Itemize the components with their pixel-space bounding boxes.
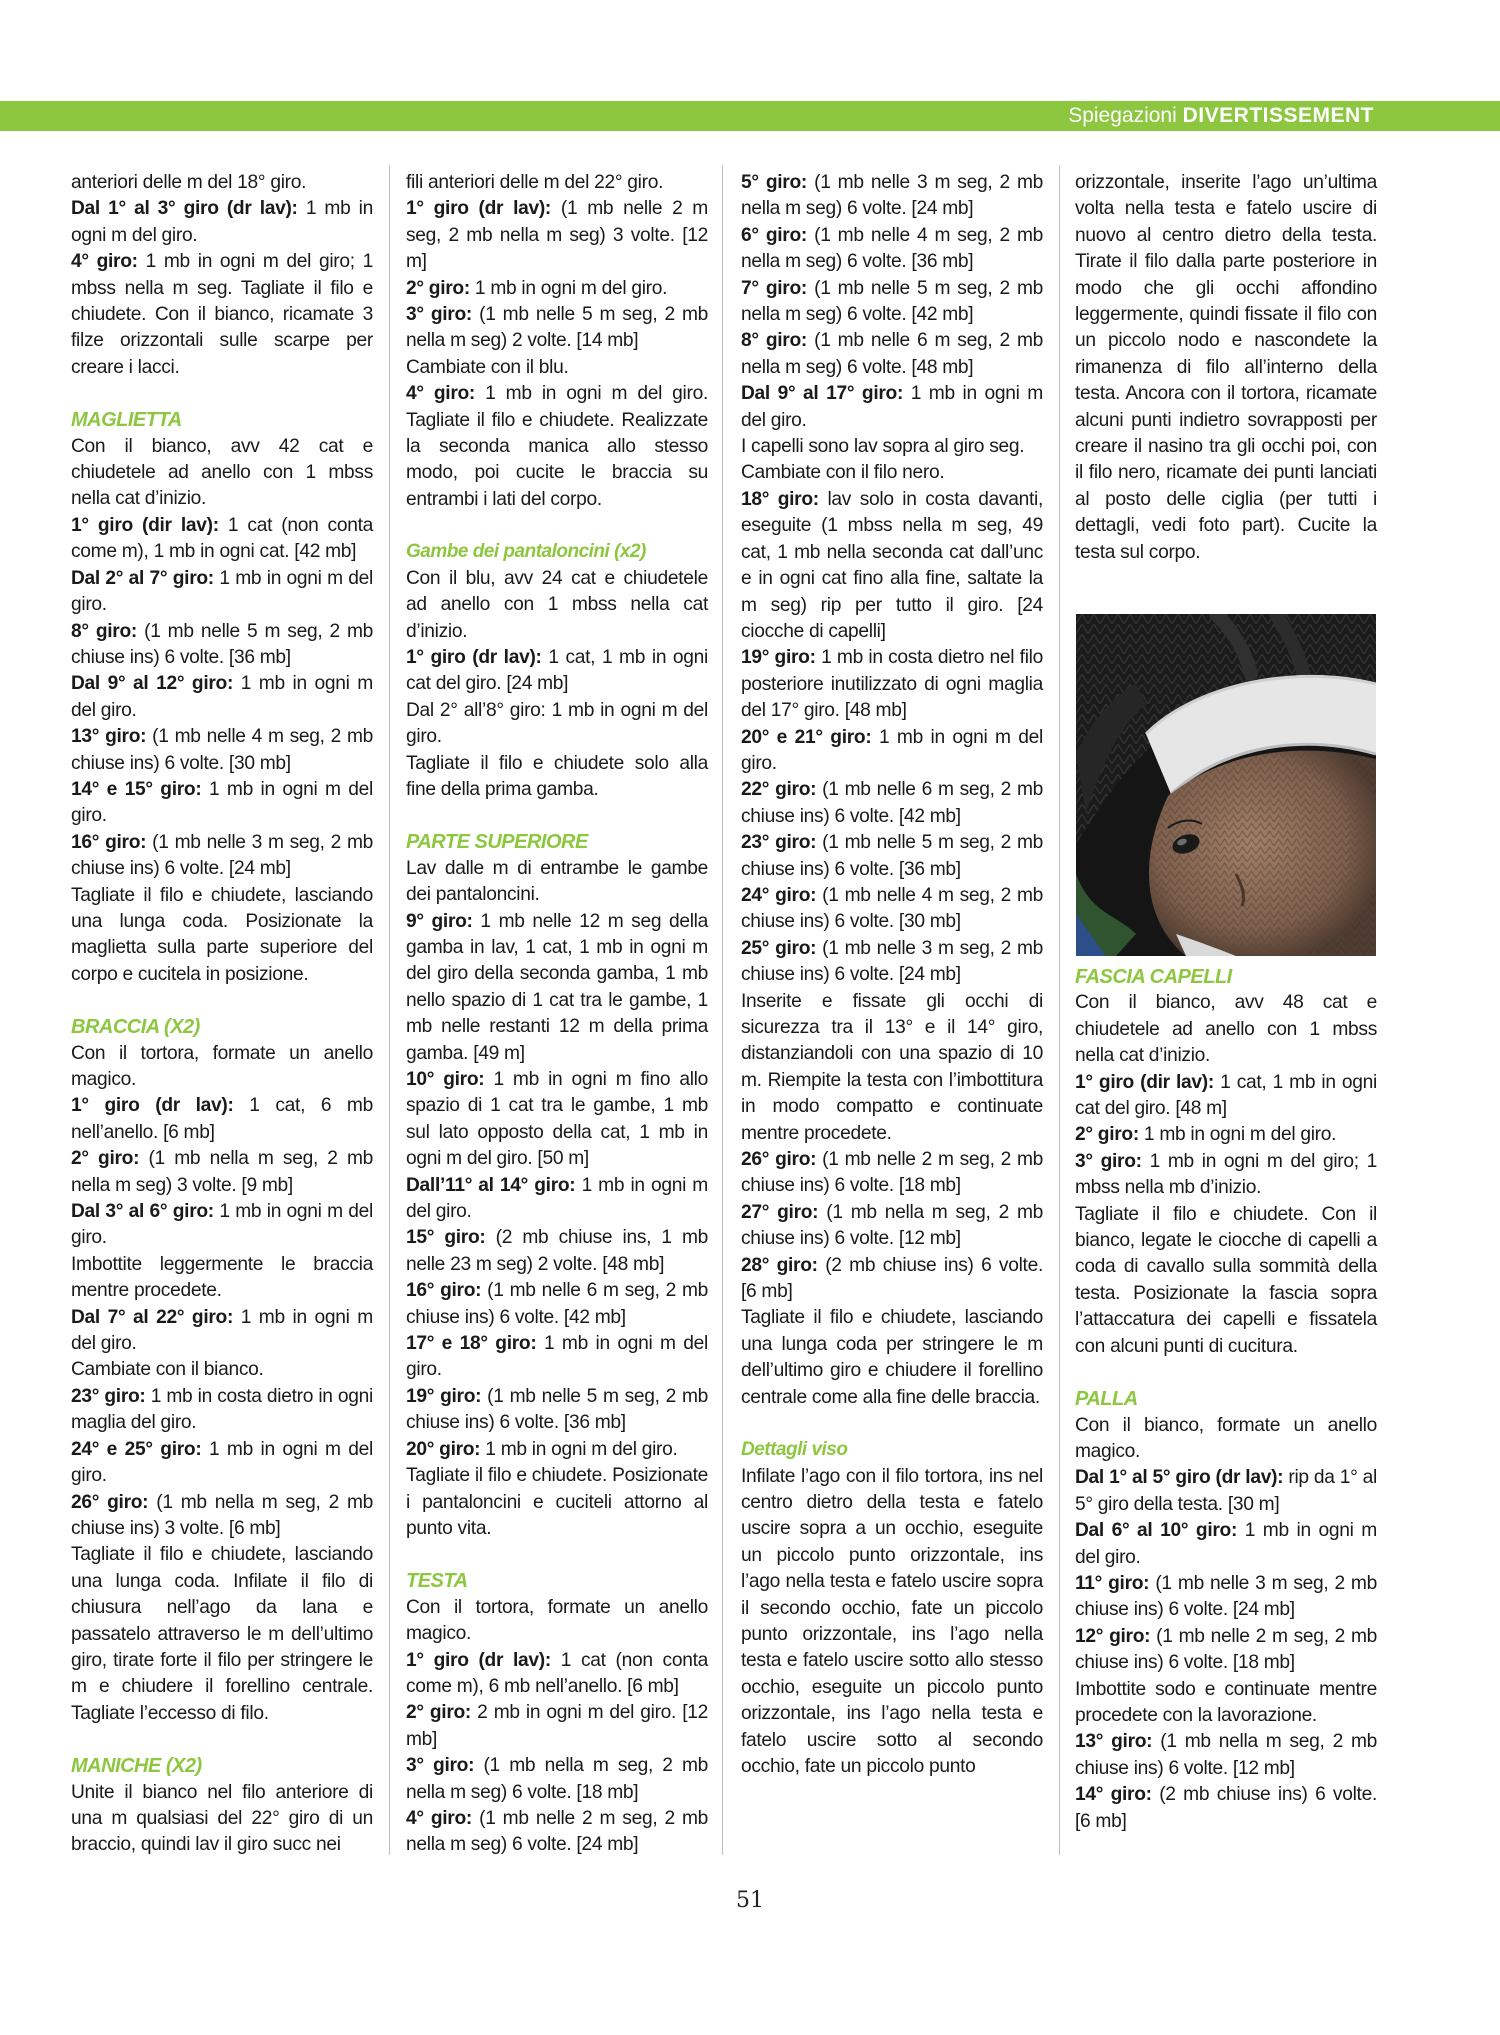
paragraph xyxy=(406,1700,708,1753)
paragraph xyxy=(71,1437,373,1490)
paragraph xyxy=(71,1305,373,1358)
instruction-text: 1 mb in ogni m del giro; 1 mbss nella m seg. Tagliate il filo e chiudete. Con il bianco, ricamate 3 filze orizzontali sulle scarpe per creare i lacci. xyxy=(71,251,374,378)
paragraph xyxy=(741,645,1043,724)
section-heading: PALLA xyxy=(1075,1388,1138,1411)
paragraph xyxy=(1075,1729,1377,1782)
paragraph xyxy=(406,196,708,275)
instruction-text: (1 mb nelle 2 m seg, 2 mb chiuse ins) 6 volte. [18 mb] xyxy=(741,1149,1043,1197)
instruction-text: fili anteriori delle m del 22° giro. xyxy=(406,172,664,193)
column-divider xyxy=(722,165,723,1855)
paragraph xyxy=(406,170,708,196)
instruction-label: 6° giro: xyxy=(741,224,807,246)
instruction-label: 23° giro: xyxy=(71,1385,146,1407)
instruction-text: Tagliate il filo e chiudete, lasciando una lunga coda per stringere le m dell’ultimo giro e chiudere il forellino centrale come alla fine delle braccia. xyxy=(741,1307,1043,1408)
instruction-text: I capelli sono lav sopra al giro seg. xyxy=(741,436,1025,458)
instruction-label: Dal 7° al 22° giro: xyxy=(71,1306,234,1328)
paragraph xyxy=(406,1806,708,1859)
paragraph xyxy=(406,566,708,645)
instruction-text: (1 mb nelle 4 m seg, 2 mb chiuse ins) 6 volte. [30 mb] xyxy=(741,884,1043,933)
paragraph xyxy=(741,328,1043,381)
paragraph xyxy=(741,1464,1043,1781)
instruction-label: 16° giro: xyxy=(71,831,147,853)
paragraph xyxy=(741,1147,1043,1200)
paragraph xyxy=(1075,1070,1377,1123)
instruction-label: Dal 3° al 6° giro: xyxy=(71,1201,214,1223)
instruction-label: 26° giro: xyxy=(71,1491,149,1513)
instruction-text: (2 mb chiuse ins) 6 volte. [6 mb] xyxy=(741,1254,1043,1303)
instruction-label: 1° giro (dr lav): xyxy=(406,646,542,668)
paragraph xyxy=(1075,1518,1377,1571)
paragraph xyxy=(406,1648,708,1701)
paragraph xyxy=(741,777,1043,830)
instruction-label: 10° giro: xyxy=(406,1069,485,1090)
instruction-label: 19° giro: xyxy=(406,1385,482,1407)
instruction-text: Cambiate con il filo nero. xyxy=(741,462,945,484)
instruction-label: 22° giro: xyxy=(741,779,817,801)
instruction-label: 1° giro (dr lav): xyxy=(406,198,552,220)
instruction-text: 1 mb in ogni m del giro. xyxy=(1075,1520,1377,1568)
column-divider xyxy=(1059,165,1060,1855)
instruction-text: 1 mb in ogni m del giro. xyxy=(469,277,668,299)
instruction-label: 2° giro: xyxy=(1075,1124,1139,1146)
instruction-text: 1 mb in ogni m del giro. xyxy=(741,383,1043,431)
paragraph xyxy=(406,1067,708,1173)
instruction-text: 1 mb in costa dietro nel filo posteriore inutilizzato di ogni maglia del 17° giro. [48 mb] xyxy=(741,647,1043,722)
paragraph xyxy=(71,1357,373,1383)
paragraph xyxy=(406,1331,708,1384)
instruction-text: 1 mb in ogni m del giro. xyxy=(406,1174,708,1223)
section-heading: MAGLIETTA xyxy=(71,409,182,432)
instruction-text: (2 mb chiuse ins, 1 mb nelle 23 m seg) 2 volte. [48 mb] xyxy=(406,1227,709,1275)
instruction-label: 16° giro: xyxy=(406,1280,482,1302)
paragraph xyxy=(741,1305,1043,1411)
paragraph xyxy=(71,1384,373,1437)
paragraph xyxy=(1075,1202,1377,1360)
instruction-text: 1 mb in ogni m del giro. xyxy=(71,567,373,616)
instruction-label: Dal 1° al 5° giro (dr lav): xyxy=(1075,1467,1284,1489)
instruction-label: 19° giro: xyxy=(741,647,816,669)
paragraph xyxy=(406,1225,708,1278)
instruction-label: 1° giro (dr lav): xyxy=(406,1649,551,1671)
text-column-2 xyxy=(406,170,708,1859)
instruction-text: (1 mb nelle 5 m seg, 2 mb chiuse ins) 6 volte. [36 mb] xyxy=(406,1385,708,1434)
instruction-label: 24° e 25° giro: xyxy=(71,1438,202,1460)
instruction-label: 13° giro: xyxy=(1075,1731,1153,1753)
instruction-label: 8° giro: xyxy=(71,620,137,642)
paragraph xyxy=(406,1753,708,1806)
paragraph xyxy=(406,645,708,698)
instruction-label: 25° giro: xyxy=(741,937,817,959)
instruction-text: 1 mb in ogni m del giro. xyxy=(71,1306,373,1355)
instruction-label: 7° giro: xyxy=(741,277,807,299)
instruction-label: 28° giro: xyxy=(741,1254,818,1276)
instruction-label: 27° giro: xyxy=(741,1201,819,1223)
paragraph xyxy=(71,1252,373,1305)
instruction-text: 1 mb in ogni m del giro. xyxy=(71,1201,373,1249)
instruction-label: Dall’11° al 14° giro: xyxy=(406,1174,576,1196)
instruction-label: 9° giro: xyxy=(406,910,473,932)
paragraph xyxy=(406,909,708,1067)
paragraph xyxy=(71,1542,373,1727)
paragraph xyxy=(71,196,373,249)
paragraph xyxy=(1075,1465,1377,1518)
instruction-text: (1 mb nelle 5 m seg, 2 mb nella m seg) 2 volte. [14 mb] xyxy=(406,304,709,352)
instruction-text: 1 mb in ogni m fino allo spazio di 1 cat tra le gambe, 1 mb sul lato opposto della cat, 1 mb in ogni m del giro. [50 m] xyxy=(406,1069,709,1170)
instruction-text: anteriori delle m del 18° giro. xyxy=(71,172,307,193)
paragraph xyxy=(741,989,1043,1147)
instruction-text: (2 mb chiuse ins) 6 volte. [6 mb] xyxy=(1075,1784,1377,1832)
paragraph xyxy=(741,460,1043,486)
instruction-text: (1 mb nella m seg, 2 mb chiuse ins) 6 volte. [12 mb] xyxy=(1075,1731,1377,1779)
instruction-text: (1 mb nella m seg, 2 mb nella m seg) 6 volte. [18 mb] xyxy=(406,1755,708,1803)
instruction-text: Tagliate il filo e chiudete, lasciando una lunga coda. Infilate il filo di chiusura nell’ago da lana e passatelo attraverso le m dell’ultimo giro, tirate forte il filo per stringere le m e chiudere il forellino centrale. Tagliate l’eccesso di filo. xyxy=(71,1544,373,1724)
page-header xyxy=(1068,101,1374,131)
instruction-text: (1 mb nelle 3 m seg, 2 mb nella m seg) 6 volte. [24 mb] xyxy=(741,172,1044,220)
instruction-label: Dal 1° al 3° giro (dr lav): xyxy=(71,198,298,220)
instruction-text: Lav dalle m di entrambe le gambe dei pantaloncini. xyxy=(406,857,708,906)
instruction-text: Tagliate il filo e chiudete solo alla fine della prima gamba. xyxy=(406,752,708,800)
instruction-text: (1 mb nelle 4 m seg, 2 mb chiuse ins) 6 volte. [30 mb] xyxy=(71,726,373,774)
instruction-text: Tagliate il filo e chiudete. Posizionate i pantaloncini e cuciteli attorno al punto vita. xyxy=(406,1465,708,1539)
instruction-text: 1 cat (non conta come m), 1 mb in ogni cat. [42 mb] xyxy=(71,514,373,563)
section-heading: Gambe dei pantaloncini (x2) xyxy=(406,541,646,563)
instruction-text: 1 mb in ogni m del giro. xyxy=(1138,1124,1337,1146)
instruction-text: Cambiate con il blu. xyxy=(406,356,569,378)
paragraph xyxy=(406,276,708,302)
instruction-text: 1 mb in ogni m del giro. xyxy=(71,1438,373,1487)
instruction-text: lav solo in costa davanti, eseguite (1 mbss nella m seg, 49 cat, 1 mb nella seconda cat dall’unc e in ogni cat fino alla fine, saltate la m seg) rip per tutto il giro. [24 ciocche di capelli] xyxy=(741,488,1044,642)
instruction-text: (1 mb nelle 3 m seg, 2 mb chiuse ins) 6 volte. [24 mb] xyxy=(1075,1572,1377,1621)
instruction-text: 1 mb in ogni m del giro; 1 mbss nella mb d’inizio. xyxy=(1075,1150,1378,1199)
paragraph xyxy=(71,513,373,566)
section-heading: Dettagli viso xyxy=(741,1439,848,1461)
instruction-text: 1 mb in costa dietro in ogni maglia del giro. xyxy=(71,1385,373,1434)
paragraph xyxy=(1075,990,1377,1069)
instruction-text: Infilate l’ago con il filo tortora, ins nel centro dietro della testa e fatelo uscire sopra a un occhio, eseguite un piccolo punto orizzontale, ins l’ago nella testa e fatelo uscire sopra il secondo occhio, fate un piccolo punto orizzontale, ins l’ago nella testa e fatelo uscire sotto allo stesso occhio, eseguite un piccolo punto orizzontale, ins l’ago nella testa e fatelo uscire sotto al secondo occhio, fate un piccolo punto xyxy=(741,1465,1043,1777)
paragraph xyxy=(741,1253,1043,1306)
instruction-label: Dal 2° al 7° giro: xyxy=(71,567,214,589)
instruction-label: 24° giro: xyxy=(741,884,817,906)
instruction-label: 3° giro: xyxy=(406,1755,475,1777)
instruction-text: Con il tortora, formate un anello magico. xyxy=(406,1596,708,1645)
paragraph xyxy=(406,381,708,513)
instruction-label: 26° giro: xyxy=(741,1149,817,1171)
instruction-label: 12° giro: xyxy=(1075,1625,1151,1647)
instruction-label: 23° giro: xyxy=(741,832,817,854)
instruction-text: 1 cat (non conta come m), 6 mb nell’anello. [6 mb] xyxy=(406,1649,708,1697)
paragraph xyxy=(71,434,373,513)
instruction-label: 17° e 18° giro: xyxy=(406,1333,537,1355)
paragraph xyxy=(406,355,708,381)
header-section: Spiegazioni xyxy=(1068,104,1177,127)
instruction-text: 2 mb in ogni m del giro. [12 mb] xyxy=(406,1702,709,1750)
instruction-label: 13° giro: xyxy=(71,726,147,748)
text-column-4-top xyxy=(1075,170,1377,566)
instruction-text: (1 mb nelle 5 m seg, 2 mb nella m seg) 6 volte. [42 mb] xyxy=(741,277,1044,326)
instruction-text: Imbottite sodo e continuate mentre procedete con la lavorazione. xyxy=(1075,1678,1377,1726)
paragraph xyxy=(71,724,373,777)
paragraph xyxy=(406,1463,708,1542)
instruction-text: (1 mb nelle 6 m seg, 2 mb nella m seg) 6 volte. [48 mb] xyxy=(741,330,1044,378)
instruction-text: Con il bianco, formate un anello magico. xyxy=(1075,1414,1377,1462)
paragraph xyxy=(741,223,1043,276)
instruction-text: 1 mb in ogni m del giro. xyxy=(480,1438,678,1460)
instruction-text: Unite il bianco nel filo anteriore di una m qualsiasi del 22° giro di un braccio, quindi lav il giro succ nei xyxy=(71,1781,373,1856)
paragraph xyxy=(406,1384,708,1437)
text-column-3 xyxy=(741,170,1043,1780)
instruction-text: (1 mb nelle 2 m seg, 2 mb nella m seg) 6 volte. [24 mb] xyxy=(406,1807,709,1856)
header-title: DIVERTISSEMENT xyxy=(1182,104,1374,127)
paragraph xyxy=(741,381,1043,434)
text-column-4-bottom xyxy=(1075,964,1377,1835)
paragraph xyxy=(71,170,373,196)
instruction-text: 1 cat, 1 mb in ogni cat del giro. [48 m] xyxy=(1075,1071,1377,1120)
instruction-label: 4° giro: xyxy=(71,251,138,273)
instruction-text: Tagliate il filo e chiudete, lasciando una lunga coda. Posizionate la maglietta sulla parte superiore del corpo e cucitela in posizione. xyxy=(71,884,373,985)
instruction-text: (1 mb nella m seg, 2 mb chiuse ins) 6 volte. [12 mb] xyxy=(741,1201,1043,1250)
paragraph xyxy=(741,830,1043,883)
paragraph xyxy=(71,883,373,989)
instruction-label: 1° giro (dir lav): xyxy=(1075,1071,1214,1093)
page-number: 51 xyxy=(736,1888,764,1913)
paragraph xyxy=(71,566,373,619)
instruction-label: 14° e 15° giro: xyxy=(71,778,202,800)
instruction-label: 3° giro: xyxy=(406,304,472,326)
paragraph xyxy=(1075,1571,1377,1624)
instruction-text: rip da 1° al 5° giro della testa. [30 m] xyxy=(1075,1467,1377,1515)
instruction-text: Tagliate il filo e chiudete. Con il bianco, legate le ciocche di capelli a coda di cavallo sulla sommità della testa. Posizionate la fascia sopra l’attaccatura dei capelli e fissatela con alcuni punti di cucitura. xyxy=(1075,1203,1377,1357)
instruction-text: 1 mb nelle 12 m seg della gamba in lav, 1 cat, 1 mb in ogni m del giro della seconda gamba, 1 mb nello spazio di 1 cat tra le gambe, 1 mb nelle restanti 12 m della prima gamba. [49 m] xyxy=(406,910,709,1064)
instruction-text: Con il blu, avv 24 cat e chiudetele ad anello con 1 mbss nella cat d’inizio. xyxy=(406,567,708,642)
instruction-label: Dal 6° al 10° giro: xyxy=(1075,1520,1238,1542)
paragraph xyxy=(1075,1122,1377,1148)
paragraph xyxy=(406,698,708,751)
instruction-text: Imbottite leggermente le braccia mentre procedete. xyxy=(71,1253,373,1302)
instruction-text: (1 mb nelle 5 m seg, 2 mb chiuse ins) 6 volte. [36 mb] xyxy=(71,620,374,668)
paragraph xyxy=(1075,1782,1377,1835)
instruction-text: Con il bianco, avv 48 cat e chiudetele ad anello con 1 mbss nella cat d’inizio. xyxy=(1075,992,1377,1067)
section-heading: BRACCIA (X2) xyxy=(71,1016,200,1039)
paragraph xyxy=(406,1173,708,1226)
instruction-text: Con il tortora, formate un anello magico. xyxy=(71,1042,373,1090)
instruction-label: 1° giro (dr lav): xyxy=(71,1095,234,1117)
paragraph xyxy=(406,302,708,355)
section-heading: PARTE SUPERIORE xyxy=(406,831,588,854)
instruction-text: Inserite e fissate gli occhi di sicurezza tra il 13° e il 14° giro, distanziandoli con una spazio di 10 m. Riempite la testa con l’imbottitura in modo compatto e continuate mentre procedete. xyxy=(741,990,1043,1144)
column-divider xyxy=(389,165,390,1855)
paragraph xyxy=(1075,1413,1377,1466)
instruction-text: orizzontale, inserite l’ago un’ultima volta nella testa e fatelo uscire di nuovo al centro dietro della testa. Tirate il filo dalla parte posteriore in modo che gli occhi affondino leggermente, quindi fissate il filo con un piccolo nodo e nascondete la rimanenza di filo all’interno della testa. Ancora con il tortora, ricamate alcuni punti indietro sovrapposti per creare il nasino tra gli occhi poi, con il filo nero, ricamate dei punti lanciati al posto delle ciglia (per tutti i dettagli, vedi foto part). Cucite la testa sul corpo. xyxy=(1075,172,1377,563)
instruction-label: Dal 9° al 17° giro: xyxy=(741,383,904,405)
paragraph xyxy=(1075,1677,1377,1730)
paragraph xyxy=(71,671,373,724)
paragraph xyxy=(71,1041,373,1094)
paragraph xyxy=(741,487,1043,645)
paragraph xyxy=(71,1146,373,1199)
instruction-text: Cambiate con il bianco. xyxy=(71,1359,264,1381)
instruction-text: 1 mb in ogni m del giro. xyxy=(71,198,373,246)
paragraph xyxy=(741,725,1043,778)
paragraph xyxy=(71,777,373,830)
instruction-text: 1 mb in ogni m del giro. xyxy=(406,1333,708,1381)
paragraph xyxy=(71,1199,373,1252)
instruction-label: 20° e 21° giro: xyxy=(741,726,872,748)
paragraph xyxy=(741,276,1043,329)
paragraph xyxy=(406,1595,708,1648)
paragraph xyxy=(406,751,708,804)
paragraph xyxy=(741,1200,1043,1253)
paragraph xyxy=(71,830,373,883)
instruction-text: (1 mb nella m seg, 2 mb nella m seg) 3 volte. [9 mb] xyxy=(71,1148,373,1196)
paragraph xyxy=(1075,1624,1377,1677)
instruction-label: 11° giro: xyxy=(1075,1572,1150,1594)
paragraph xyxy=(406,1437,708,1463)
instruction-label: 2° giro: xyxy=(406,1702,472,1724)
instruction-text: 1 cat, 1 mb in ogni cat del giro. [24 mb] xyxy=(406,646,708,695)
instruction-text: Con il bianco, avv 42 cat e chiudetele ad anello con 1 mbss nella cat d’inizio. xyxy=(71,435,373,510)
instruction-label: 4° giro: xyxy=(406,1807,472,1829)
paragraph xyxy=(741,434,1043,460)
instruction-text: 1 mb in ogni m del giro. Tagliate il filo e chiudete. Realizzate la seconda manica allo stesso modo, poi cucite le braccia su entrambi i lati del corpo. xyxy=(406,383,708,510)
instruction-text: (1 mb nelle 3 m seg, 2 mb chiuse ins) 6 volte. [24 mb] xyxy=(741,937,1043,986)
instruction-label: 15° giro: xyxy=(406,1227,486,1249)
paragraph xyxy=(1075,170,1377,566)
paragraph xyxy=(1075,1149,1377,1202)
section-heading: MANICHE (X2) xyxy=(71,1755,202,1778)
paragraph xyxy=(741,883,1043,936)
section-heading: FASCIA CAPELLI xyxy=(1075,966,1232,988)
paragraph xyxy=(71,1093,373,1146)
paragraph xyxy=(741,170,1043,223)
instruction-label: 3° giro: xyxy=(1075,1150,1142,1172)
amigurumi-doll-photo xyxy=(1076,614,1376,956)
instruction-text: Dal 2° all’8° giro: 1 mb in ogni m del giro. xyxy=(406,699,708,748)
paragraph xyxy=(406,1278,708,1331)
instruction-text: 1 mb in ogni m del giro. xyxy=(741,726,1043,774)
instruction-text: (1 mb nelle 5 m seg, 2 mb chiuse ins) 6 volte. [36 mb] xyxy=(741,832,1043,880)
instruction-label: 14° giro: xyxy=(1075,1784,1152,1806)
instruction-text: (1 mb nelle 2 m seg, 2 mb nella m seg) 3 volte. [12 m] xyxy=(406,198,708,273)
instruction-text: (1 mb nelle 3 m seg, 2 mb chiuse ins) 6 volte. [24 mb] xyxy=(71,831,373,880)
instruction-text: 1 mb in ogni m del giro. xyxy=(71,778,373,827)
instruction-label: Dal 9° al 12° giro: xyxy=(71,673,234,695)
paragraph xyxy=(406,856,708,909)
paragraph xyxy=(71,1490,373,1543)
instruction-label: 20° giro: xyxy=(406,1438,481,1460)
paragraph xyxy=(71,619,373,672)
instruction-label: 2° giro: xyxy=(71,1148,140,1170)
section-heading: TESTA xyxy=(406,1570,468,1593)
instruction-text: (1 mb nelle 6 m seg, 2 mb chiuse ins) 6 volte. [42 mb] xyxy=(406,1280,708,1328)
instruction-label: 4° giro: xyxy=(406,383,476,405)
instruction-label: 18° giro: xyxy=(741,488,819,510)
paragraph xyxy=(741,936,1043,989)
paragraph xyxy=(71,1780,373,1859)
text-column-1 xyxy=(71,170,373,1859)
instruction-label: 1° giro (dir lav): xyxy=(71,514,219,536)
instruction-text: (1 mb nelle 2 m seg, 2 mb chiuse ins) 6 volte. [18 mb] xyxy=(1075,1625,1377,1674)
instruction-label: 5° giro: xyxy=(741,172,807,193)
instruction-text: 1 mb in ogni m del giro. xyxy=(71,673,373,721)
instruction-text: (1 mb nella m seg, 2 mb chiuse ins) 3 volte. [6 mb] xyxy=(71,1491,373,1539)
instruction-text: (1 mb nelle 6 m seg, 2 mb chiuse ins) 6 volte. [42 mb] xyxy=(741,779,1043,827)
instruction-text: (1 mb nelle 4 m seg, 2 mb nella m seg) 6 volte. [36 mb] xyxy=(741,224,1044,273)
instruction-text: 1 cat, 6 mb nell’anello. [6 mb] xyxy=(71,1095,373,1143)
paragraph xyxy=(71,249,373,381)
instruction-label: 8° giro: xyxy=(741,330,807,352)
instruction-label: 2° giro: xyxy=(406,277,470,299)
